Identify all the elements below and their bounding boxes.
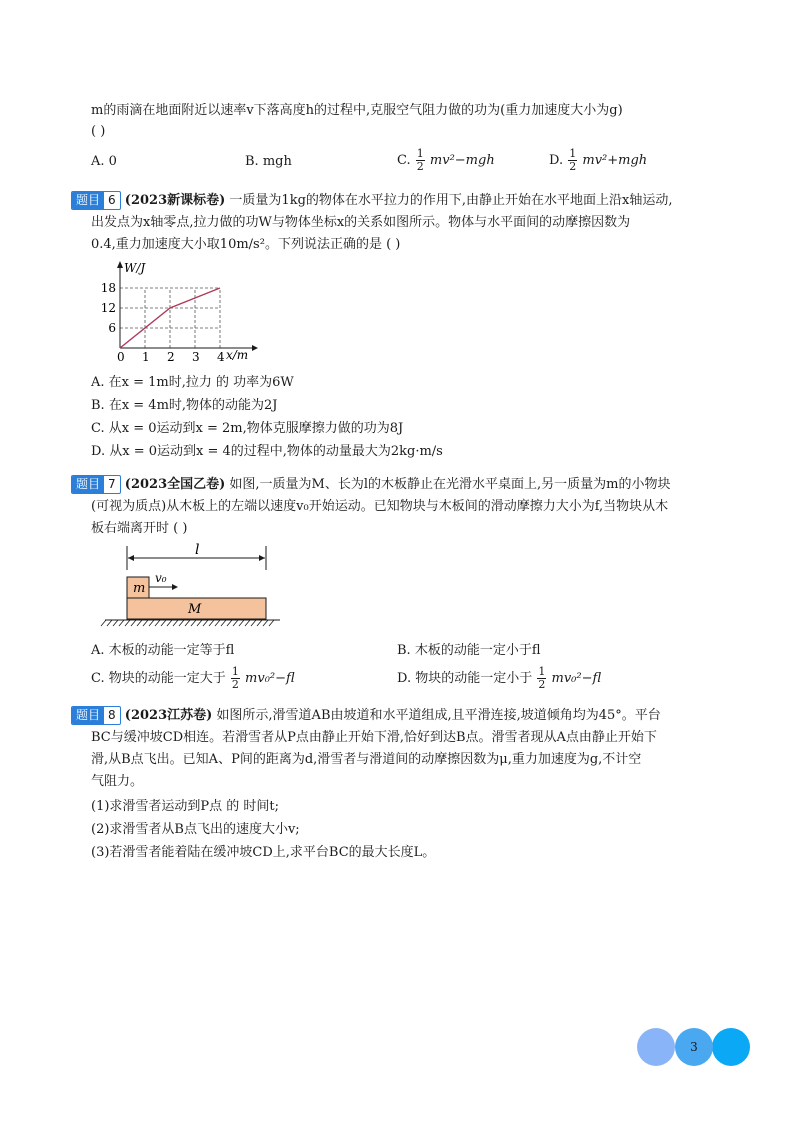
q7-option-c-fraction xyxy=(231,666,240,691)
hatch-stroke xyxy=(131,620,136,626)
q7-stem-line3: 板右端离开时 ( ) xyxy=(91,521,188,536)
q7-option-a[interactable]: A. 木板的动能一定等于fl xyxy=(91,643,235,658)
q6-option-c[interactable]: C. 从x = 0运动到x = 2m,物体克服摩擦力做的功为8J xyxy=(91,421,404,436)
q8-subquestion-1: (1)求滑雪者运动到P点 的 时间t; xyxy=(91,799,280,814)
q8-tag-label: 题目 xyxy=(72,707,104,724)
hatch-stroke xyxy=(203,620,208,626)
intro-option-c-suffix: mv²−mgh xyxy=(429,153,495,168)
hatch-stroke xyxy=(173,620,178,626)
hatch-stroke xyxy=(137,620,142,626)
footer-circle-left xyxy=(637,1028,675,1066)
hatch-stroke xyxy=(155,620,160,626)
hatch-stroke xyxy=(179,620,184,626)
q7-option-b[interactable]: B. 木板的动能一定小于fl xyxy=(397,643,541,658)
q7-stem-line2: (可视为质点)从木板上的左端以速度v₀开始运动。已知物块与木板间的滑动摩擦力大小为f,当物块从木 xyxy=(91,499,669,514)
hatch-stroke xyxy=(251,620,256,626)
q6-tag xyxy=(71,191,121,210)
q8-stem-line2: BC与缓冲坡CD相连。若滑雪者从P点由静止开始下滑,恰好到达B点。滑雪者现从A点由静止开始下 xyxy=(91,730,657,745)
q7-option-c-suffix: mv₀²−fl xyxy=(245,671,295,686)
q8-tag xyxy=(71,706,121,725)
hatch-stroke xyxy=(257,620,262,626)
hatch-stroke xyxy=(161,620,166,626)
hatch-stroke xyxy=(101,620,106,626)
y-axis-label: W/J xyxy=(124,261,146,275)
hatch-stroke xyxy=(239,620,244,626)
length-label: l xyxy=(195,542,200,558)
table-hatching xyxy=(101,620,274,626)
x-tick-label: 3 xyxy=(192,350,200,364)
q7-option-d-prefix: D. 物块的动能一定小于 xyxy=(397,671,533,686)
intro-option-c[interactable] xyxy=(397,148,495,173)
q6-tag-number: 6 xyxy=(108,193,116,207)
hatch-stroke xyxy=(167,620,172,626)
hatch-stroke xyxy=(185,620,190,626)
hatch-stroke xyxy=(227,620,232,626)
hatch-stroke xyxy=(149,620,154,626)
q8-subquestion-3: (3)若滑雪者能着陆在缓冲坡CD上,求平台BC的最大长度L。 xyxy=(91,845,436,860)
q8-stem-line1 xyxy=(71,706,661,726)
q7-tag xyxy=(71,475,121,494)
hatch-stroke xyxy=(119,620,124,626)
q6-tag-label: 题目 xyxy=(72,192,104,209)
hatch-stroke xyxy=(191,620,196,626)
q7-source: (2023全国乙卷) xyxy=(124,477,226,492)
x-tick-label: 2 xyxy=(167,350,175,364)
q8-line1-text: 如图所示,滑雪道AB由坡道和水平道组成,且平滑连接,坡道倾角均为45°。平台 xyxy=(216,708,661,723)
intro-option-d-prefix: D. xyxy=(549,153,564,168)
q6-option-a[interactable]: A. 在x = 1m时,拉力 的 功率为6W xyxy=(91,375,294,390)
footer-circle-right xyxy=(712,1028,750,1066)
q7-option-c-prefix: C. 物块的动能一定大于 xyxy=(91,671,226,686)
velocity-label: v₀ xyxy=(155,571,167,585)
frac-num: 1 xyxy=(231,665,239,678)
y-tick-label: 18 xyxy=(100,281,116,295)
x-tick-label: 1 xyxy=(142,350,150,364)
length-arrow-left xyxy=(128,555,134,561)
y-tick-label: 12 xyxy=(100,301,116,315)
q8-stem-line3: 滑,从B点飞出。已知A、P间的距离为d,滑雪者与滑道间的动摩擦因数为μ,重力加速度为g,不计空 xyxy=(91,752,642,767)
hatch-stroke xyxy=(143,620,148,626)
frac-num: 1 xyxy=(569,147,577,160)
frac-den: 2 xyxy=(538,678,546,691)
small-block-label: m xyxy=(133,581,146,596)
x-axis-arrow xyxy=(252,345,258,351)
hatch-stroke xyxy=(113,620,118,626)
q7-tag-label: 题目 xyxy=(72,476,104,493)
x-axis-label: x/m xyxy=(226,348,249,362)
q6-work-position-chart xyxy=(100,258,260,366)
length-arrow-right xyxy=(259,555,265,561)
intro-option-d-suffix: mv²+mgh xyxy=(582,153,648,168)
frac-den: 2 xyxy=(569,160,577,173)
hatch-stroke xyxy=(269,620,274,626)
intro-option-d-fraction xyxy=(568,148,577,173)
y-tick-label: 6 xyxy=(108,321,116,335)
hatch-stroke xyxy=(215,620,220,626)
q6-option-d[interactable]: D. 从x = 0运动到x = 4的过程中,物体的动量最大为2kg·m/s xyxy=(91,444,443,459)
q7-stem-line1 xyxy=(71,475,670,495)
q7-option-d-suffix: mv₀²−fl xyxy=(551,671,602,686)
q8-tag-number: 8 xyxy=(108,708,116,722)
chart-grid xyxy=(120,288,220,348)
hatch-stroke xyxy=(233,620,238,626)
q7-option-c[interactable] xyxy=(91,666,295,691)
page-number: 3 xyxy=(675,1028,713,1066)
hatch-stroke xyxy=(197,620,202,626)
hatch-stroke xyxy=(221,620,226,626)
hatch-stroke xyxy=(245,620,250,626)
intro-option-c-prefix: C. xyxy=(397,153,411,168)
intro-option-b[interactable]: B. mgh xyxy=(245,154,292,169)
q8-source: (2023江苏卷) xyxy=(124,708,213,723)
hatch-stroke xyxy=(107,620,112,626)
intro-option-c-fraction xyxy=(416,148,425,173)
q7-option-d[interactable] xyxy=(397,666,601,691)
board-label: M xyxy=(188,602,202,617)
q7-line1-text: 如图,一质量为M、长为l的木板静止在光滑水平桌面上,另一质量为m的小物块 xyxy=(229,477,671,492)
q6-stem-line2: 出发点为x轴零点,拉力做的功W与物体坐标x的关系如图所示。物体与水平面间的动摩擦因数为 xyxy=(91,215,631,230)
intro-option-d[interactable] xyxy=(549,148,647,173)
frac-den: 2 xyxy=(416,160,424,173)
frac-num: 1 xyxy=(538,665,546,678)
q8-subquestion-2: (2)求滑雪者从B点飞出的速度大小v; xyxy=(91,822,300,837)
intro-option-a[interactable]: A. 0 xyxy=(91,154,117,169)
hatch-stroke xyxy=(125,620,130,626)
velocity-arrow-head xyxy=(172,584,178,590)
x-tick-label: 4 xyxy=(217,350,225,364)
q7-tag-number: 7 xyxy=(108,477,116,491)
x-tick-label: 0 xyxy=(117,350,125,364)
frac-den: 2 xyxy=(231,678,239,691)
frac-num: 1 xyxy=(416,147,424,160)
hatch-stroke xyxy=(263,620,268,626)
hatch-stroke xyxy=(209,620,214,626)
q6-stem-line1 xyxy=(71,191,673,211)
intro-paren: ( ) xyxy=(91,124,106,139)
q6-line1-text: 一质量为1kg的物体在水平拉力的作用下,由静止开始在水平地面上沿x轴运动, xyxy=(229,193,673,208)
q7-board-block-figure xyxy=(100,540,285,635)
q6-stem-line3: 0.4,重力加速度大小取10m/s²。下列说法正确的是 ( ) xyxy=(91,237,401,252)
q6-source: (2023新课标卷) xyxy=(124,193,226,208)
intro-stem: m的雨滴在地面附近以速率v下落高度h的过程中,克服空气阻力做的功为(重力加速度大小为g) xyxy=(91,103,623,118)
q8-stem-line4: 气阻力。 xyxy=(91,774,144,789)
q6-option-b[interactable]: B. 在x = 4m时,物体的动能为2J xyxy=(91,398,278,413)
y-axis-arrow xyxy=(117,261,123,268)
q7-option-d-fraction xyxy=(537,666,546,691)
